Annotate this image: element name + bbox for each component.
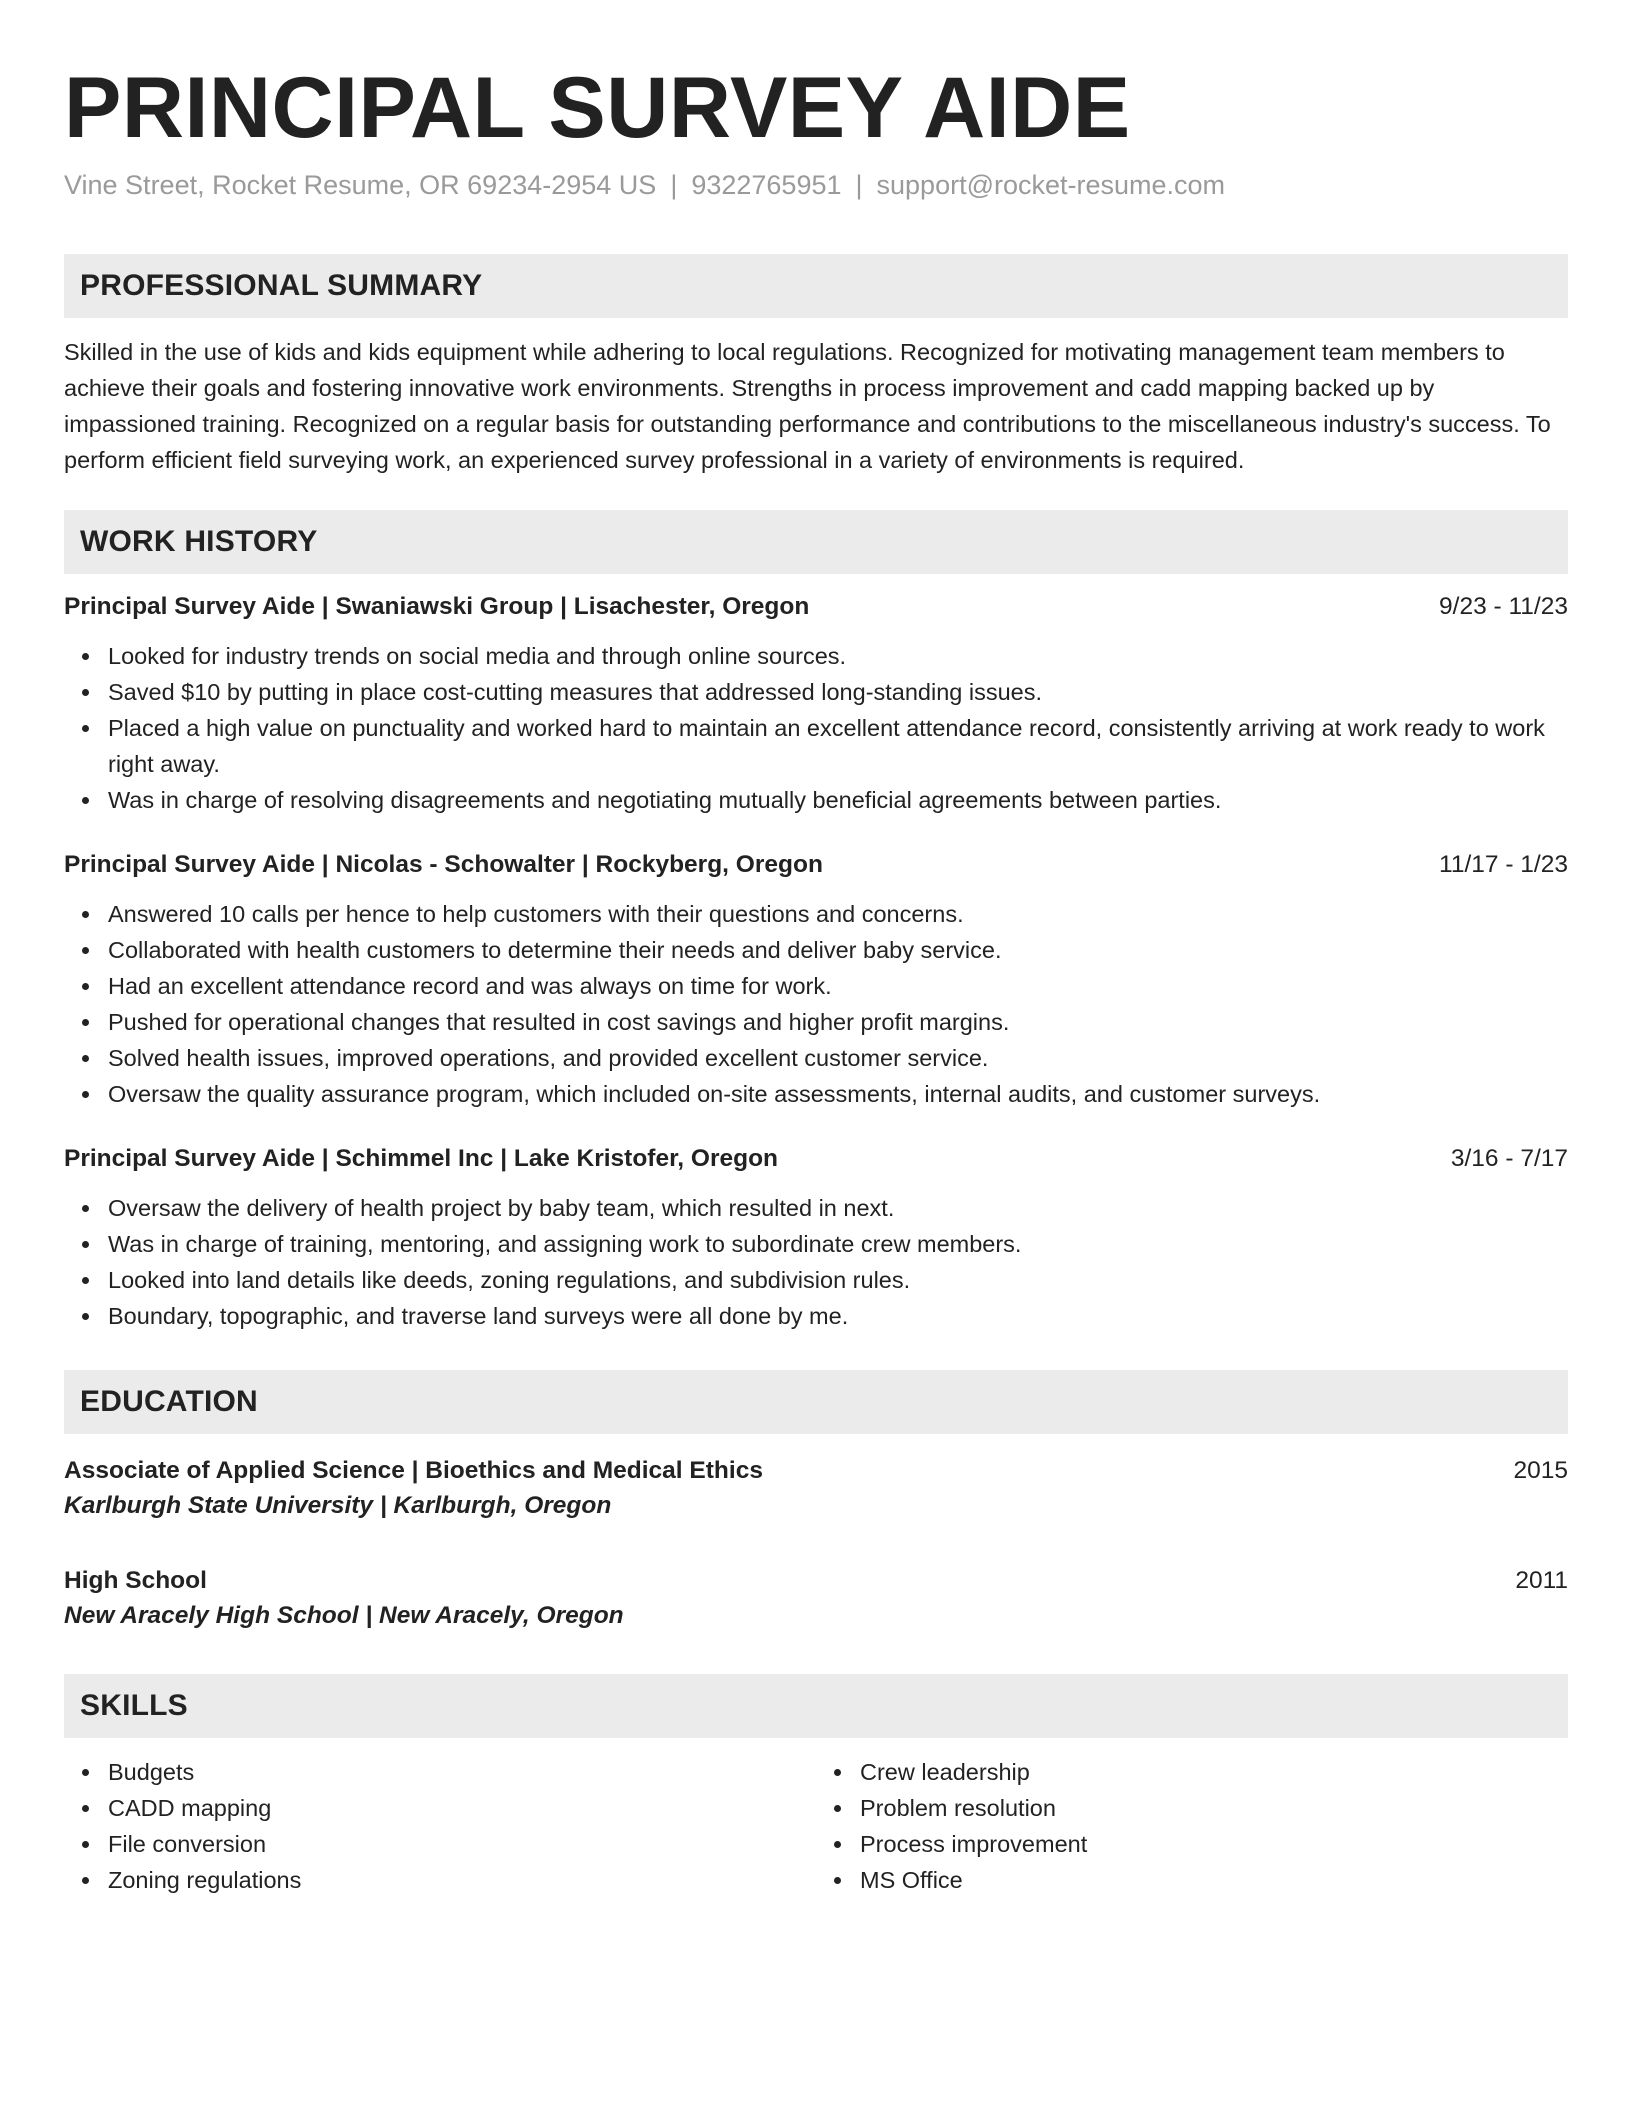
- job-title: Principal Survey Aide | Schimmel Inc | Lake Kristofer, Oregon: [64, 1145, 779, 1172]
- job-bullets: [64, 896, 1568, 1112]
- education-entry: [64, 1564, 1568, 1634]
- job-bullet: Collaborated with health customers to determine their needs and deliver baby service.: [64, 932, 1568, 968]
- work-history-section: [64, 510, 1568, 1334]
- job-dates: 11/17 - 1/23: [1439, 851, 1568, 878]
- job-bullet: Placed a high value on punctuality and worked hard to maintain an excellent attendance record, consistently arriving at work ready to work right away.: [64, 710, 1568, 782]
- skill-item: Crew leadership: [816, 1754, 1568, 1790]
- job-bullet: Solved health issues, improved operations, and provided excellent customer service.: [64, 1040, 1568, 1076]
- education-entry: [64, 1454, 1568, 1524]
- job-bullet: Pushed for operational changes that resulted in cost savings and higher profit margins.: [64, 1004, 1568, 1040]
- job-header: [64, 1142, 1568, 1176]
- job-bullet: Was in charge of resolving disagreements and negotiating mutually beneficial agreements between parties.: [64, 782, 1568, 818]
- job-bullet: Oversaw the quality assurance program, which included on-site assessments, internal audits, and customer surveys.: [64, 1076, 1568, 1112]
- skills-section: [64, 1674, 1568, 1898]
- contact-separator: |: [670, 170, 678, 200]
- skill-item: Process improvement: [816, 1826, 1568, 1862]
- skill-item: Problem resolution: [816, 1790, 1568, 1826]
- contact-email[interactable]: support@rocket-resume.com: [876, 170, 1226, 200]
- skills-heading: SKILLS: [64, 1674, 1568, 1738]
- education-heading: EDUCATION: [64, 1370, 1568, 1434]
- job-bullet: Had an excellent attendance record and was always on time for work.: [64, 968, 1568, 1004]
- degree-title: High School: [64, 1567, 207, 1594]
- job-header: [64, 848, 1568, 882]
- candidate-name: PRINCIPAL SURVEY AIDE: [64, 60, 1131, 156]
- skills-right-column: [816, 1754, 1568, 1898]
- contact-address: Vine Street, Rocket Resume, OR 69234-2954 US: [64, 170, 657, 200]
- school-name: New Aracely High School | New Aracely, Oregon: [64, 1602, 624, 1629]
- contact-separator: |: [855, 170, 863, 200]
- degree-title: Associate of Applied Science | Bioethics and Medical Ethics: [64, 1457, 763, 1484]
- job-dates: 9/23 - 11/23: [1439, 593, 1568, 620]
- job-title: Principal Survey Aide | Nicolas - Schowalter | Rockyberg, Oregon: [64, 851, 823, 878]
- skill-item: CADD mapping: [64, 1790, 816, 1826]
- job-bullet: Oversaw the delivery of health project by baby team, which resulted in next.: [64, 1190, 1568, 1226]
- skill-item: Budgets: [64, 1754, 816, 1790]
- work-history-heading: WORK HISTORY: [64, 510, 1568, 574]
- job-bullet: Looked for industry trends on social media and through online sources.: [64, 638, 1568, 674]
- contact-line: [64, 168, 1568, 202]
- job-entry: [64, 848, 1568, 1112]
- job-entry: [64, 590, 1568, 818]
- education-header: [64, 1564, 1568, 1598]
- skill-item: MS Office: [816, 1862, 1568, 1898]
- graduation-year: 2015: [1513, 1457, 1568, 1484]
- summary-section: [64, 254, 1568, 478]
- skills-left-column: [64, 1754, 816, 1898]
- education-section: [64, 1370, 1568, 1634]
- graduation-year: 2011: [1515, 1567, 1568, 1594]
- job-header: [64, 590, 1568, 624]
- job-bullet: Answered 10 calls per hence to help customers with their questions and concerns.: [64, 896, 1568, 932]
- job-bullet: Saved $10 by putting in place cost-cutting measures that addressed long-standing issues.: [64, 674, 1568, 710]
- contact-phone: 9322765951: [691, 170, 842, 200]
- job-bullets: [64, 1190, 1568, 1334]
- summary-heading: PROFESSIONAL SUMMARY: [64, 254, 1568, 318]
- education-header: [64, 1454, 1568, 1488]
- job-title: Principal Survey Aide | Swaniawski Group | Lisachester, Oregon: [64, 593, 810, 620]
- job-bullet: Looked into land details like deeds, zoning regulations, and subdivision rules.: [64, 1262, 1568, 1298]
- skill-item: Zoning regulations: [64, 1862, 816, 1898]
- job-dates: 3/16 - 7/17: [1450, 1145, 1568, 1172]
- job-bullet: Was in charge of training, mentoring, and assigning work to subordinate crew members.: [64, 1226, 1568, 1262]
- job-bullet: Boundary, topographic, and traverse land surveys were all done by me.: [64, 1298, 1568, 1334]
- school-name: Karlburgh State University | Karlburgh, Oregon: [64, 1492, 612, 1519]
- skill-item: File conversion: [64, 1826, 816, 1862]
- job-bullets: [64, 638, 1568, 818]
- job-entry: [64, 1142, 1568, 1334]
- summary-text: Skilled in the use of kids and kids equipment while adhering to local regulations. Recognized for motivating management team members to achieve their goals and fostering innovative work environments. Strengths in process improvement and cadd mapping backed up by impassioned training. Recognized on a regular basis for outstanding performance and contributions to the miscellaneous industry's success. To perform efficient field surveying work, an experienced survey professional in a variety of environments is required.: [64, 339, 1551, 473]
- skills-columns: [64, 1754, 1568, 1898]
